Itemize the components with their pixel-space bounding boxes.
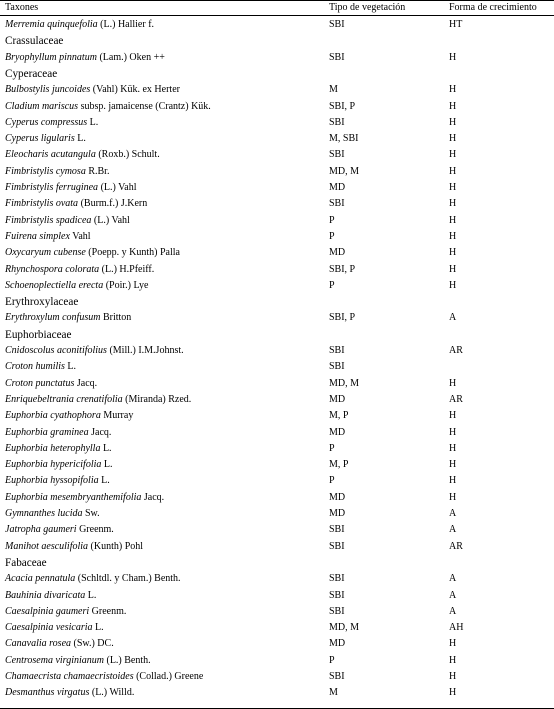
growth-form-cell: H [449,51,457,63]
taxon-cell [5,245,180,261]
vegetation-type-cell: SBI [329,51,345,63]
growth-form-cell: H [449,182,457,193]
vegetation-type-cell: SBI [329,671,345,682]
vegetation-type-cell: M [329,84,338,96]
taxon-cell [5,359,76,375]
vegetation-type-cell: MD [329,508,346,519]
species-row [0,164,554,180]
species-author: L. [101,475,110,487]
family-name: Euphorbiaceae [5,328,72,341]
species-name: Manihot aesculifolia [5,540,89,552]
species-name: Euphorbia hypericifolia [5,459,102,471]
vegetation-type-cell: MD [329,393,346,405]
species-author: (L.) Willd. [91,687,135,699]
species-name: Fimbristylis ovata [5,198,79,210]
species-row [0,213,554,229]
species-row [0,99,554,115]
vegetation-type-cell: SBI [329,116,345,128]
species-name: Fimbristylis ferruginea [5,182,99,193]
growth-form-cell: AR [449,345,463,356]
vegetation-type-cell: MD [329,426,346,438]
taxon-cell [5,82,180,98]
family-row [0,33,554,49]
species-row [0,653,554,669]
species-author: subsp. jamaicense (Crantz) Kük. [80,100,211,112]
growth-form-cell: A [449,524,457,536]
species-author: (Kunth) Pohl [90,540,144,552]
taxon-cell [5,164,109,180]
species-author: Jacq. [76,377,98,389]
vegetation-type-cell: MD, M [329,622,360,634]
family-row [0,327,554,343]
growth-form-cell: AR [449,540,463,552]
species-author: Vahl [72,230,91,242]
species-row [0,343,554,359]
taxon-cell [5,115,98,131]
vegetation-type-cell: SBI [329,345,345,356]
growth-form-cell: H [449,149,457,161]
family-name: Fabaceae [5,556,47,569]
vegetation-type-cell: MD [329,182,346,193]
species-author: (Miranda) Rzed. [125,393,192,405]
growth-form-cell: HT [449,19,463,30]
family-row [0,555,554,571]
species-row [0,376,554,392]
species-row [0,245,554,261]
species-author: L. [103,459,113,471]
species-row [0,17,554,33]
vegetation-type-cell: SBI [329,540,345,552]
family-row [0,66,554,82]
species-author: L. [89,116,99,128]
taxon-cell [5,147,160,163]
growth-form-cell: A [449,573,457,585]
species-row [0,262,554,278]
family-name: Erythroxylaceae [5,296,79,309]
species-author: L. [77,133,86,145]
growth-form-cell: A [449,508,457,519]
growth-form-cell: AH [449,622,464,634]
species-row [0,278,554,294]
growth-form-cell: H [449,442,457,454]
species-name: Fimbristylis cymosa [5,165,86,177]
species-author: R.Br. [88,165,110,177]
growth-form-cell: H [449,491,457,503]
species-name: Cnidoscolus aconitifolius [5,345,107,356]
species-row [0,82,554,98]
species-author: (Lam.) Oken ++ [99,51,165,63]
taxon-cell [5,522,114,538]
vegetation-type-cell: P [329,230,335,242]
species-row [0,571,554,587]
taxon-cell [5,685,134,701]
vegetation-type-cell: P [329,214,335,226]
species-author: (Roxb.) Schult. [98,149,160,161]
species-row [0,359,554,375]
species-name: Cladium mariscus [5,100,79,112]
growth-form-cell: A [449,605,457,617]
taxon-cell [5,392,191,408]
species-row [0,115,554,131]
growth-form-cell: AR [449,393,463,405]
growth-form-cell: H [449,100,457,112]
growth-form-cell: H [449,133,457,145]
species-name: Cyperus ligularis [5,133,75,145]
taxon-cell [5,99,211,115]
growth-form-cell: H [449,198,457,210]
taxon-cell [5,262,154,278]
growth-form-cell: H [449,377,457,389]
species-name: Eleocharis acutangula [5,149,96,161]
vegetation-type-cell: M, SBI [329,133,359,145]
species-author: (Poepp. y Kunth) Palla [88,247,180,259]
taxon-cell [5,376,97,392]
header-tipo-vegetacion: Tipo de vegetación [329,2,406,13]
species-name: Centrosema virginianum [5,654,104,666]
species-author: L. [95,622,104,634]
vegetation-type-cell: SBI [329,573,345,585]
species-row [0,50,554,66]
taxon-cell [5,131,86,147]
growth-form-cell: H [449,84,457,96]
species-author: (Collad.) Greene [136,671,204,682]
species-author: (L.) Benth. [106,654,151,666]
vegetation-type-cell: SBI, P [329,100,356,112]
species-row [0,131,554,147]
vegetation-type-cell: SBI [329,589,345,601]
species-author: (Mill.) I.M.Johnst. [109,345,184,356]
taxon-cell [5,539,143,555]
species-name: Desmanthus virgatus [5,687,90,699]
family-name: Crassulaceae [5,35,64,48]
taxon-cell [5,669,203,685]
species-row [0,636,554,652]
species-name: Oxycaryum cubense [5,247,86,259]
species-author: (Poir.) Lye [105,279,149,291]
species-name: Fimbristylis spadicea [5,214,92,226]
taxon-cell [5,408,133,424]
growth-form-cell: A [449,589,457,601]
species-author: Sw. [85,508,100,519]
species-name: Enriquebeltrania crenatifolia [5,393,123,405]
species-row [0,457,554,473]
species-name: Croton punctatus [5,377,75,389]
species-row [0,669,554,685]
vegetation-type-cell: SBI [329,19,345,30]
taxon-cell [5,473,110,489]
growth-form-cell: H [449,247,457,259]
growth-form-cell: H [449,426,457,438]
species-name: Euphorbia hyssopifolia [5,475,99,487]
vegetation-type-cell: SBI [329,524,345,536]
species-row [0,408,554,424]
taxon-cell [5,50,165,66]
vegetation-type-cell: MD [329,491,346,503]
species-author: L. [87,589,97,601]
species-name: Croton humilis [5,361,65,373]
family-name: Cyperaceae [5,67,58,80]
taxon-cell [5,490,164,506]
species-author: (Sw.) DC. [73,638,114,650]
species-name: Euphorbia graminea [5,426,89,438]
species-row [0,490,554,506]
vegetation-type-cell: MD, M [329,165,360,177]
species-author: Greenm. [91,605,127,617]
growth-form-cell: H [449,687,457,699]
species-row [0,425,554,441]
species-row [0,506,554,522]
species-name: Gymnanthes lucida [5,508,83,519]
taxon-cell [5,196,147,212]
growth-form-cell: H [449,459,457,471]
vegetation-type-cell: SBI [329,198,345,210]
species-author: (Schltdl. y Cham.) Benth. [77,573,181,585]
vegetation-type-cell: P [329,654,335,666]
species-author: Murray [103,410,134,422]
species-name: Merremia quinquefolia [5,19,98,30]
taxon-cell [5,310,131,326]
vegetation-type-cell: M [329,687,338,699]
species-author: Greenm. [79,524,114,536]
taxon-cell [5,180,136,196]
species-name: Acacia pennatula [5,573,76,585]
taxon-cell [5,604,126,620]
species-name: Caesalpinia vesicaria [5,622,93,634]
species-name: Jatropha gaumeri [5,524,77,536]
table-header-row [0,0,554,16]
growth-form-cell: H [449,165,457,177]
species-author: Jacq. [143,491,165,503]
taxon-cell [5,425,111,441]
growth-form-cell: H [449,230,457,242]
taxon-cell [5,213,130,229]
species-author: L. [67,361,77,373]
species-author: (Vahl) Kük. ex Herter [92,84,180,96]
taxon-cell [5,620,104,636]
taxon-cell [5,441,112,457]
species-author: Jacq. [91,426,112,438]
taxon-cell [5,457,113,473]
species-name: Rhynchospora colorata [5,263,100,275]
species-name: Bryophyllum pinnatum [5,51,97,63]
vegetation-type-cell: M, P [329,459,349,471]
growth-form-cell: H [449,475,457,487]
vegetation-type-cell: MD, M [329,377,360,389]
species-name: Bulbostylis juncoides [5,84,91,96]
family-row [0,294,554,310]
taxon-cell [5,17,154,33]
taxon-cell [5,653,151,669]
species-row [0,310,554,326]
species-row [0,620,554,636]
species-row [0,685,554,701]
growth-form-cell: H [449,638,457,650]
taxon-cell [5,229,91,245]
species-name: Schoenoplectiella erecta [5,279,104,291]
species-author: Britton [102,312,132,324]
species-name: Euphorbia cyathophora [5,410,101,422]
taxon-cell [5,278,148,294]
species-row [0,196,554,212]
species-name: Euphorbia heterophylla [5,442,101,454]
vegetation-type-cell: SBI [329,149,345,161]
vegetation-type-cell: P [329,475,335,487]
species-name: Fuirena simplex [5,230,70,242]
growth-form-cell: A [449,312,457,324]
taxon-cell [5,343,184,359]
vegetation-type-cell: M, P [329,410,349,422]
species-row [0,441,554,457]
species-row [0,522,554,538]
vegetation-type-cell: MD [329,247,346,259]
species-author: (L.) Hallier f. [100,19,155,30]
species-name: Chamaecrista chamaecristoides [5,671,134,682]
species-name: Erythroxylum confusum [5,312,101,324]
taxon-cell [5,636,114,652]
species-author: L. [102,442,112,454]
vegetation-type-cell: P [329,442,335,454]
species-row [0,604,554,620]
species-name: Euphorbia mesembryanthemifolia [5,491,142,503]
species-author: (Burm.f.) J.Kern [80,198,148,210]
species-author: (L.) Vahl [100,182,137,193]
species-row [0,473,554,489]
vegetation-type-cell: SBI, P [329,263,356,275]
species-author: (L.) Vahl [93,214,130,226]
table-header-rule [0,15,554,16]
vegetation-type-cell: SBI [329,605,345,617]
taxon-cell [5,506,100,522]
species-row [0,588,554,604]
species-row [0,539,554,555]
species-name: Bauhinia divaricata [5,589,86,601]
vegetation-type-cell: P [329,279,335,291]
species-row [0,229,554,245]
species-name: Caesalpinia gaumeri [5,605,90,617]
growth-form-cell: H [449,263,457,275]
growth-form-cell: H [449,214,457,226]
header-forma-crecimiento: Forma de crecimiento [449,2,537,13]
species-row [0,392,554,408]
species-name: Canavalia rosea [5,638,72,650]
growth-form-cell: H [449,410,457,422]
vegetation-type-cell: MD [329,638,346,650]
taxon-cell [5,571,181,587]
growth-form-cell: H [449,654,457,666]
species-name: Cyperus compressus [5,116,88,128]
vegetation-type-cell: SBI, P [329,312,356,324]
species-author: (L.) H.Pfeiff. [101,263,155,275]
growth-form-cell: H [449,671,457,682]
species-row [0,180,554,196]
growth-form-cell: H [449,116,457,128]
species-row [0,147,554,163]
header-taxones: Taxones [5,2,39,13]
vegetation-type-cell: SBI [329,361,345,373]
growth-form-cell: H [449,279,457,291]
taxon-cell [5,588,96,604]
